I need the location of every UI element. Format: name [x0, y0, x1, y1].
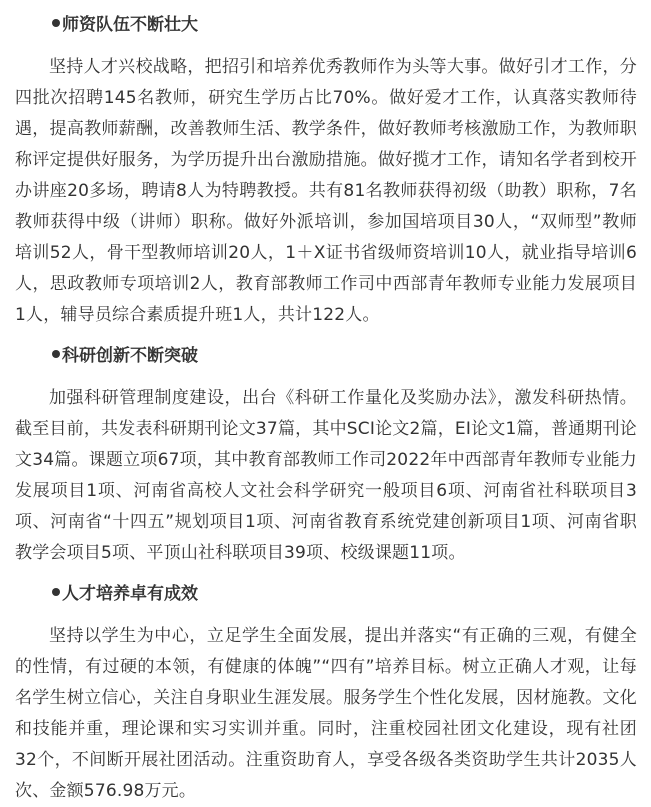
section-heading-faculty [15, 10, 637, 41]
section-heading-text: 师资队伍不断壮大 [62, 15, 198, 35]
section-paragraph-faculty: 坚持人才兴校战略，把招引和培养优秀教师作为头等大事。做好引才工作，分四批次招聘145名教师，研究生学历占比70%。做好爱才工作，认真落实教师待遇，提高教师薪酬，改善教师生活、教学条件，做好教师考核激励工作，为教师职称评定提供好服务，为学历提升出台激励措施。做好揽才工作，请知名学者到校开办讲座20多场，聘请8人为特聘教授。共有81名教师获得初级（助教）职称，7名教师获得中级（讲师）职称。做好外派培训，参加国培项目30人，“双师型”教师培训52人，骨干型教师培训20人，1＋X证书省级师资培训10人，就业指导培训6人，思政教师专项培训2人，教育部教师工作司中西部青年教师专业能力发展项目1人，辅导员综合素质提升班1人，共计122人。 [15, 57, 637, 325]
bullet-icon [52, 19, 60, 27]
section-heading-research [15, 341, 637, 372]
bullet-icon [52, 350, 60, 358]
section-paragraph-talent-training: 坚持以学生为中心，立足学生全面发展，提出并落实“有正确的三观，有健全的性情，有过硬的本领，有健康的体魄”“四有”培养目标。树立正确人才观，让每名学生树立信心，关注自身职业生涯发展。服务学生个性化发展，因材施教。文化和技能并重，理论课和实习实训并重。同时，注重校园社团文化建设，现有社团32个，不间断开展社团活动。注重资助育人，享受各级各类资助学生共计2035人次、金额576.98万元。 [15, 626, 637, 801]
bullet-icon [52, 588, 60, 596]
section-heading-text: 人才培养卓有成效 [62, 584, 198, 604]
section-heading-talent-training [15, 579, 637, 610]
section-paragraph-research: 加强科研管理制度建设，出台《科研工作量化及奖励办法》，激发科研热情。截至目前，共发表科研期刊论文37篇，其中SCI论文2篇，EI论文1篇，普通期刊论文34篇。课题立项67项，其中教育部教师工作司2022年中西部青年教师专业能力发展项目1项、河南省高校人文社会科学研究一般项目6项、河南省社科联项目3项、河南省“十四五”规划项目1项、河南省教育系统党建创新项目1项、河南省职教学会项目5项、平顶山社科联项目39项、校级课题11项。 [15, 388, 637, 563]
section-heading-text: 科研创新不断突破 [62, 346, 198, 366]
